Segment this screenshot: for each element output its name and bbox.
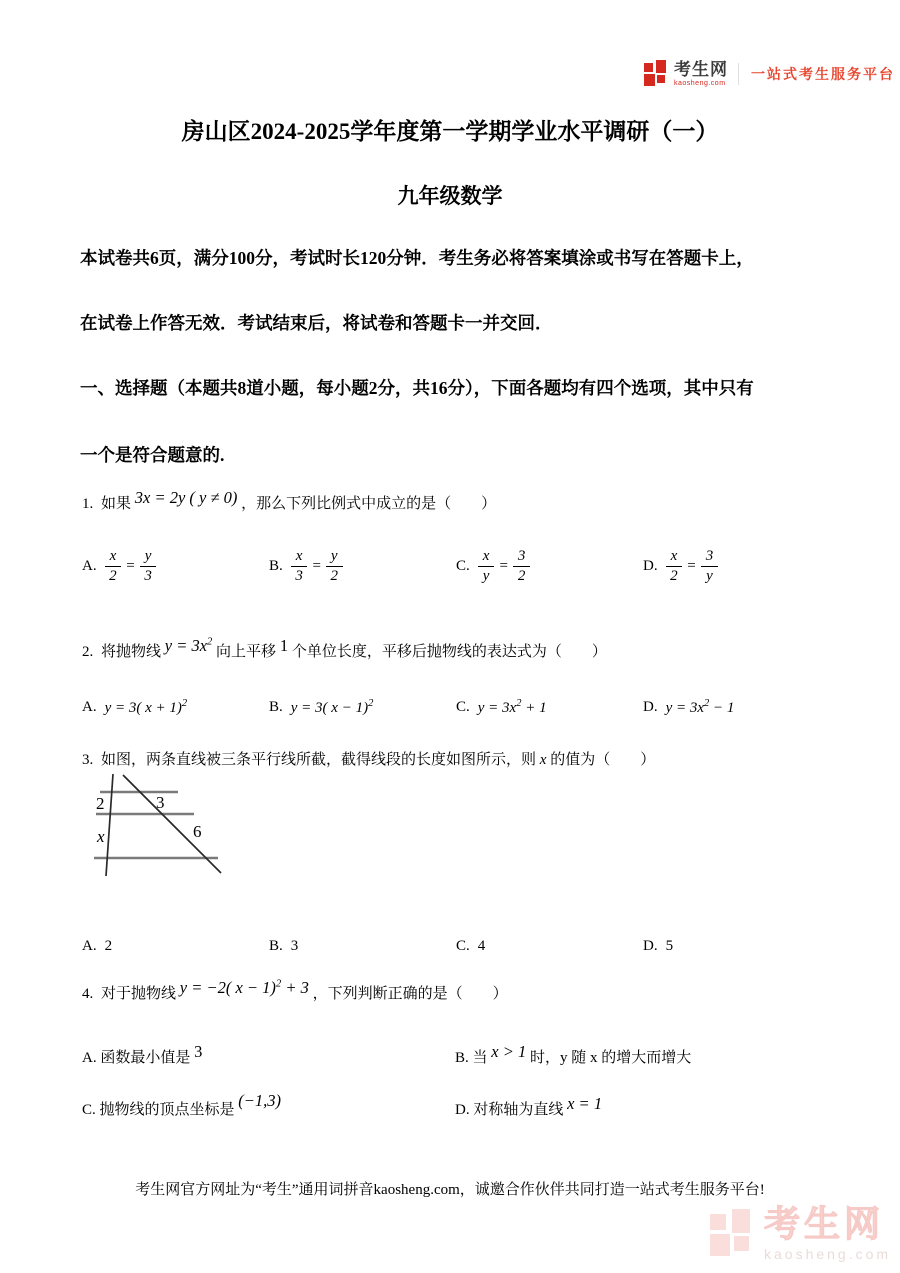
q4-text-2: ，下列判断正确的是（ ） — [312, 986, 508, 1002]
q1-option-a-label: A. — [82, 558, 97, 575]
question-4-number: 4. — [82, 986, 94, 1002]
q2-option-c-formula: $y = 3x^2 + 1$ — [477, 698, 547, 716]
q4-option-a-text: 函数最小值是 — [100, 1050, 191, 1066]
q1-text-1: 如果 — [101, 496, 132, 512]
question-1-stem — [82, 488, 822, 513]
question-1-number: 1. — [82, 496, 94, 512]
section1-heading-line-2: 一个是符合题意的. — [80, 445, 225, 465]
footer-promo-text: 考生网官方网址为“考生”通用词拼音kaosheng.com，诚邀合作伙伴共同打造一站式考生服务平台! — [135, 1182, 765, 1198]
question-4-stem — [82, 978, 822, 1003]
q3-figure-label-2: 2 — [96, 794, 105, 813]
q3-text-2: 的值为（ ） — [550, 752, 656, 768]
q1-option-a-equation: $\frac{x}{2}$ = $\frac{y}{3}$ — [105, 548, 157, 586]
q2-option-b-formula: y = 3( x − 1)$^2$ — [290, 698, 374, 716]
q1-option-a — [82, 548, 269, 586]
exam-subtitle: 九年级数学 — [397, 184, 503, 208]
question-1-options — [82, 548, 842, 586]
q2-text-1: 将抛物线 — [101, 644, 162, 660]
question-3-options — [82, 938, 842, 955]
question-4-options-row-1 — [82, 1042, 842, 1067]
logo-tagline: 一站式考生服务平台 — [751, 65, 895, 82]
q3-option-c: C. 4 — [456, 938, 486, 954]
question-2-options — [82, 698, 842, 717]
logo-brand-name: 考生网 — [674, 59, 728, 79]
q2-option-a: A. y = 3( x + 1)$^2$ — [82, 698, 188, 716]
q3-option-d-value: 5 — [665, 938, 674, 954]
q4-option-a: A. 函数最小值是 3 — [82, 1042, 203, 1066]
q1-option-c-equation: $\frac{x}{y}$ = $\frac{3}{2}$ — [478, 548, 531, 586]
q4-text-1: 对于抛物线 — [101, 986, 177, 1002]
q3-parallel-lines-figure — [90, 772, 268, 885]
q4-option-d-math: x = 1 — [567, 1094, 603, 1113]
q3-option-b: B. 3 — [269, 938, 299, 954]
q2-option-c: C. $y = 3x^2 + 1$ — [456, 698, 547, 716]
kaosheng-watermark-h-icon — [710, 1209, 754, 1259]
q4-option-b: B. 当 x > 1 时，y 随 x 的增大而增大 — [455, 1042, 692, 1066]
q4-option-c: C. 抛物线的顶点坐标是 (−1,3) — [82, 1091, 282, 1118]
q1-option-b-label: B. — [269, 558, 283, 575]
q2-option-a-formula: y = 3( x + 1)$^2$ — [104, 698, 188, 716]
q3-figure-label-3: 3 — [156, 793, 165, 812]
q1-option-b-equation: $\frac{x}{3}$ = $\frac{y}{2}$ — [291, 548, 343, 586]
q1-text-2: ，那么下列比例式中成立的是（ ） — [241, 496, 497, 512]
q3-option-c-value: 4 — [477, 938, 486, 954]
watermark-text-block — [764, 1203, 892, 1262]
q4-option-a-math: 3 — [194, 1042, 203, 1061]
q1-math-1: 3x = 2y ( y ≠ 0) — [134, 488, 238, 507]
q4-option-b-math: x > 1 — [491, 1042, 527, 1061]
q3-option-d: D. 5 — [643, 938, 674, 954]
q4-option-b-text: 当 — [472, 1050, 488, 1066]
q1-option-d — [643, 548, 830, 586]
q2-math-1: $y = 3x^2$ — [164, 636, 213, 655]
exam-title: 房山区2024-2025学年度第一学期学业水平调研（一） — [181, 119, 719, 144]
q1-option-d-label: D. — [643, 558, 658, 575]
q4-option-b-text-2: 时，y 随 x 的增大而增大 — [530, 1050, 692, 1066]
question-2-stem — [82, 636, 822, 661]
q3-figure-svg — [90, 772, 268, 880]
q4-option-c-math: (−1,3) — [238, 1091, 282, 1110]
watermark-domain: kaosheng.com — [764, 1246, 892, 1262]
q3-option-a-value: 2 — [104, 938, 113, 954]
q4-option-c-text: 抛物线的顶点坐标是 — [99, 1102, 235, 1118]
kaosheng-logo — [644, 60, 895, 87]
kaosheng-watermark — [710, 1203, 892, 1262]
q1-option-b — [269, 548, 456, 586]
intro-line-2: 在试卷上作答无效．考试结束后，将试卷和答题卡一并交回． — [80, 313, 553, 333]
q3-math-1: x — [539, 752, 547, 768]
section1-heading-line-1: 一、选择题（本题共8道小题，每小题2分，共16分），下面各题均有四个选项，其中只有 — [80, 378, 754, 398]
q3-figure-label-6: 6 — [193, 822, 202, 841]
question-2-number: 2. — [82, 644, 94, 660]
logo-text-block — [674, 61, 728, 87]
q2-option-d: D. $y = 3x^2 - 1$ — [643, 698, 735, 716]
question-4-options-row-2 — [82, 1091, 842, 1119]
q4-math-1: y = −2( x − 1)$^2$ + 3 — [179, 978, 309, 997]
q2-text-2: 向上平移 — [216, 644, 277, 660]
kaosheng-h-icon — [644, 60, 668, 87]
watermark-brand-name: 考生网 — [764, 1203, 885, 1244]
question-3-number: 3. — [82, 752, 94, 768]
q1-option-c — [456, 548, 643, 586]
question-3-stem — [82, 748, 822, 769]
q2-text-3: 个单位长度，平移后抛物线的表达式为（ ） — [291, 644, 607, 660]
logo-divider — [738, 63, 739, 85]
q2-option-b: B. y = 3( x − 1)$^2$ — [269, 698, 374, 716]
q2-math-2: 1 — [279, 636, 289, 655]
logo-domain: kaosheng.com — [674, 79, 726, 87]
q4-option-d: D. 对称轴为直线 x = 1 — [455, 1094, 603, 1118]
q3-option-a: A. 2 — [82, 938, 113, 954]
q1-option-c-label: C. — [456, 558, 470, 575]
q2-option-d-formula: $y = 3x^2 - 1$ — [665, 698, 735, 716]
q3-figure-label-x: x — [97, 827, 105, 846]
q3-option-b-value: 3 — [290, 938, 299, 954]
intro-line-1: 本试卷共6页，满分100分，考试时长120分钟．考生务必将答案填涂或书写在答题卡上， — [80, 248, 754, 268]
q3-text-1: 如图，两条直线被三条平行线所截，截得线段的长度如图所示，则 — [101, 752, 537, 768]
q4-option-d-text: 对称轴为直线 — [473, 1102, 564, 1118]
q1-option-d-equation: $\frac{x}{2}$ = $\frac{3}{y}$ — [666, 548, 719, 586]
